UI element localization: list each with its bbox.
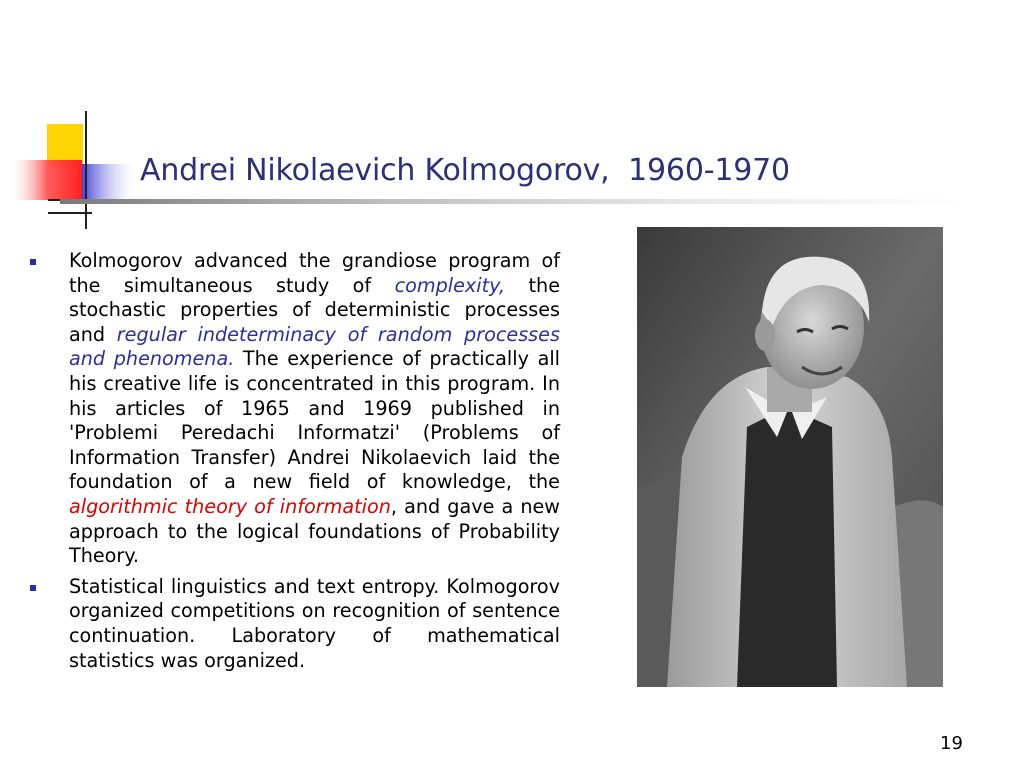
bullet-text: Kolmogorov advanced the grandiose program of the simultaneous study of xyxy=(69,249,560,297)
emphasis-algorithmic-theory: algorithmic theory of information xyxy=(69,494,391,518)
bullet-text: Statistical linguistics and text entropy. Kolmogorov organized competitions on recognition of sentence continuation. Laboratory of mathematical statistics was organized. xyxy=(69,574,560,672)
page-number: 19 xyxy=(940,733,963,754)
title-underline xyxy=(60,199,970,204)
slide-title: Andrei Nikolaevich Kolmogorov, 1960-1970 xyxy=(140,153,790,188)
emphasis-complexity: complexity, xyxy=(394,273,506,297)
portrait-photo xyxy=(637,227,943,687)
bullet-list xyxy=(30,249,560,679)
decorative-logo xyxy=(0,0,140,240)
bullet-item xyxy=(30,575,560,673)
yellow-square xyxy=(47,124,83,166)
emphasis-indeterminacy: regular indeterminacy of random processes and phenomena. xyxy=(69,322,560,371)
bullet-marker-icon xyxy=(30,259,36,265)
bullet-text: The experience of practically all his creative life is concentrated in this program. In his articles of 1965 and 1969 published in 'Problemi Peredachi Informatzi' (Problems of Information Transfer) Andrei Nikolaevich laid the foundation of a new field of knowledge, the xyxy=(69,347,560,494)
bullet-item xyxy=(30,249,560,569)
red-square xyxy=(12,160,82,200)
vertical-line xyxy=(85,111,87,229)
blue-square xyxy=(78,164,140,200)
bullet-marker-icon xyxy=(30,585,36,591)
bullet-text: the stochastic properties of deterministic processes and xyxy=(69,273,561,346)
bullet-text: , and gave a new approach to the logical foundations of Probability Theory. xyxy=(69,494,561,568)
horizontal-line-2 xyxy=(48,212,92,214)
